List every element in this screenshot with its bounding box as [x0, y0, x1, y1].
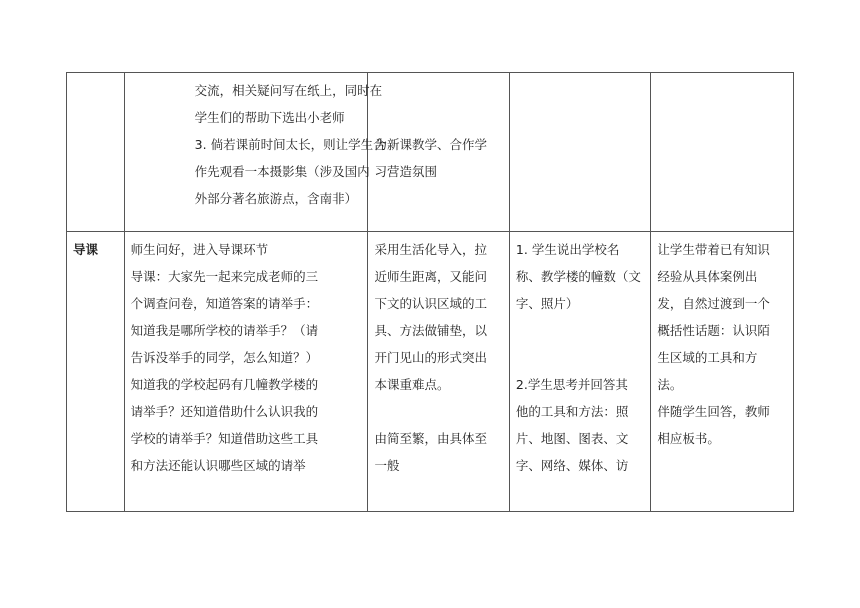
text-line: 师生问好，进入导课环节: [130, 242, 269, 257]
text-line: 为新课教学、合作学: [374, 137, 487, 152]
text-line: 字、网络、媒体、访: [515, 458, 629, 473]
text-line: 本课重难点。: [374, 377, 450, 392]
text-line: 知道我的学校起码有几幢教学楼的: [130, 377, 319, 392]
process-cell: [124, 73, 386, 232]
text-line: 下文的认识区域的工: [374, 296, 487, 311]
text-line: 3. 倘若课前时间太长，则让学生合: [194, 137, 386, 152]
text-line: 称、教学楼的幢数（文: [515, 269, 641, 284]
text-line: 概括性话题：认识陌: [657, 323, 770, 338]
text-line: 个调查问卷，知道答案的请举手：: [130, 296, 319, 311]
table-row: [67, 73, 794, 232]
lesson-plan-table: [66, 72, 794, 512]
student-cell: [509, 73, 650, 232]
section-title: 导课: [73, 242, 99, 257]
text-line: 外部分著名旅游点，含南非）: [194, 191, 358, 206]
student-cell: [509, 232, 650, 512]
text-line: 生区域的工具和方: [657, 350, 758, 365]
text-line: 让学生带着已有知识: [657, 242, 770, 257]
text-line: 采用生活化导入，拉: [374, 242, 487, 257]
process-cell: [124, 232, 368, 512]
text-line: 告诉没举手的同学，怎么知道？）: [130, 350, 319, 365]
text-line: 1. 学生说出学校名: [515, 242, 620, 257]
table-row: [67, 232, 794, 512]
text-line: 习营造氛围: [374, 164, 437, 179]
text-line: 相应板书。: [657, 431, 720, 446]
notes-cell: [651, 232, 794, 512]
text-line: 经验从具体案例出: [657, 269, 758, 284]
text-line: 一般: [374, 458, 400, 473]
notes-cell: [651, 73, 794, 232]
text-line: 请举手？还知道借助什么认识我的: [130, 404, 319, 419]
intent-cell: [368, 73, 509, 232]
intent-cell: [368, 232, 509, 512]
section-cell: [67, 73, 125, 232]
text-line: 和方法还能认识哪些区域的请举: [130, 458, 306, 473]
text-line: 字、照片）: [515, 296, 579, 311]
text-line: 具、方法做铺垫，以: [374, 323, 487, 338]
text-line: 导课：大家先一起来完成老师的三: [130, 269, 319, 284]
text-line: 片、地图、图表、文: [515, 431, 629, 446]
text-line: 开门见山的形式突出: [374, 350, 487, 365]
text-line: 作先观看一本摄影集（涉及国内: [194, 164, 370, 179]
text-line: 交流，相关疑问写在纸上，同时在: [194, 83, 383, 98]
text-line: 他的工具和方法：照: [515, 404, 629, 419]
text-line: 知道我是哪所学校的请举手？（请: [130, 323, 319, 338]
text-line: 学生们的帮助下选出小老师: [194, 110, 345, 125]
text-line: 学校的请举手？知道借助这些工具: [130, 431, 319, 446]
text-line: 由简至繁，由具体至: [374, 431, 487, 446]
section-cell: [67, 232, 125, 512]
text-line: 近师生距离，又能问: [374, 269, 487, 284]
text-line: 发，自然过渡到一个: [657, 296, 770, 311]
text-line: 伴随学生回答，教师: [657, 404, 770, 419]
text-line: 法。: [657, 377, 683, 392]
text-line: 2.学生思考并回答其: [515, 377, 628, 392]
